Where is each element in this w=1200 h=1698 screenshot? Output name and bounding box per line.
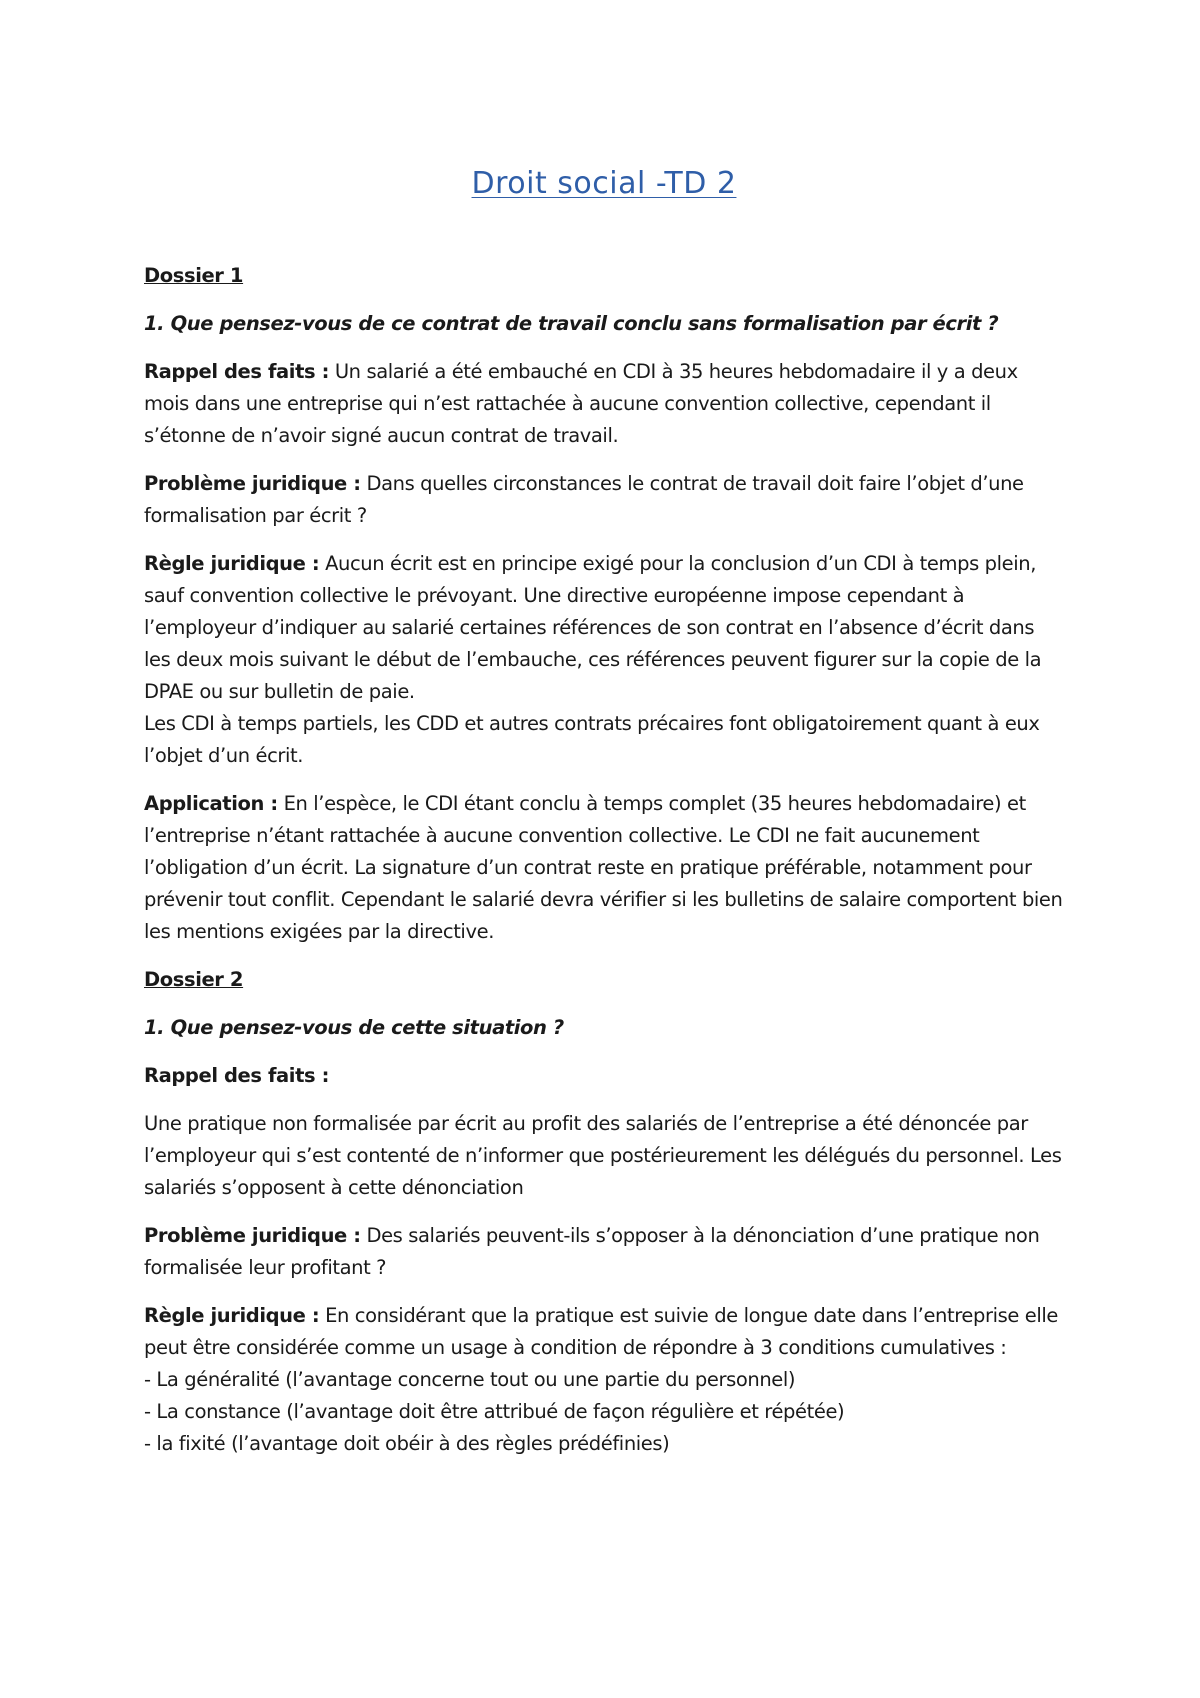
condition-item: - la fixité (l’avantage doit obéir à des règles prédéfinies): [144, 1432, 670, 1455]
regle-text: En considérant que la pratique est suivie de longue date dans l’entreprise elle peut être considérée comme un usage à condition de répondre à 3 conditions cumulatives :: [144, 1304, 1059, 1359]
dossier-1-application: [144, 788, 1064, 948]
probleme-text: Dans quelles circonstances le contrat de travail doit faire l’objet d’une formalisation par écrit ?: [144, 472, 1024, 527]
document-body: [144, 260, 1064, 1460]
regle-label: Règle juridique :: [144, 1304, 320, 1327]
dossier-2-faits-label: Rappel des faits :: [144, 1064, 330, 1087]
dossier-1-question: 1. Que pensez-vous de ce contrat de travail conclu sans formalisation par écrit ?: [144, 312, 999, 335]
regle-text-2: Les CDI à temps partiels, les CDD et autres contrats précaires font obligatoirement quant à eux l’objet d’un écrit.: [144, 712, 1040, 767]
dossier-2-regle: [144, 1300, 1064, 1364]
dossier-1-regle: [144, 548, 1064, 772]
probleme-label: Problème juridique :: [144, 1224, 361, 1247]
application-label: Application :: [144, 792, 278, 815]
condition-item: - La constance (l’avantage doit être attribué de façon régulière et répétée): [144, 1400, 845, 1423]
document-title: Droit social -TD 2: [471, 166, 737, 201]
application-text: En l’espèce, le CDI étant conclu à temps complet (35 heures hebdomadaire) et l’entreprise n’étant rattachée à aucune convention collective. Le CDI ne fait aucunement l’obligation d’un écrit. La signature d’un contrat reste en pratique préférable, notamment pour prévenir tout conflit. Cependant le salarié devra vérifier si les bulletins de salaire comportent bien les mentions exigées par la directive.: [144, 792, 1063, 943]
dossier-2-probleme: [144, 1220, 1064, 1284]
dossier-2-heading: Dossier 2: [144, 968, 244, 991]
dossier-2-faits-text: Une pratique non formalisée par écrit au profit des salariés de l’entreprise a été dénoncée par l’employeur qui s’est contenté de n’informer que postérieurement les délégués du personnel. Les salariés s’opposent à cette dénonciation: [144, 1112, 1062, 1199]
dossier-1-heading: Dossier 1: [144, 264, 244, 287]
dossier-1-faits: [144, 356, 1064, 452]
faits-label: Rappel des faits :: [144, 360, 330, 383]
dossier-2-question: 1. Que pensez-vous de cette situation ?: [144, 1016, 564, 1039]
probleme-label: Problème juridique :: [144, 472, 361, 495]
faits-text: Un salarié a été embauché en CDI à 35 heures hebdomadaire il y a deux mois dans une entreprise qui n’est rattachée à aucune convention collective, cependant il s’étonne de n’avoir signé aucun contrat de travail.: [144, 360, 1018, 447]
regle-label: Règle juridique :: [144, 552, 320, 575]
dossier-1-probleme: [144, 468, 1064, 532]
probleme-text: Des salariés peuvent-ils s’opposer à la dénonciation d’une pratique non formalisée leur profitant ?: [144, 1224, 1040, 1279]
condition-item: - La généralité (l’avantage concerne tout ou une partie du personnel): [144, 1368, 796, 1391]
regle-text: Aucun écrit est en principe exigé pour la conclusion d’un CDI à temps plein, sauf convention collective le prévoyant. Une directive européenne impose cependant à l’employeur d’indiquer au salarié certaines références de son contrat en l’absence d’écrit dans les deux mois suivant le début de l’embauche, ces références peuvent figurer sur la copie de la DPAE ou sur bulletin de paie.: [144, 552, 1042, 703]
